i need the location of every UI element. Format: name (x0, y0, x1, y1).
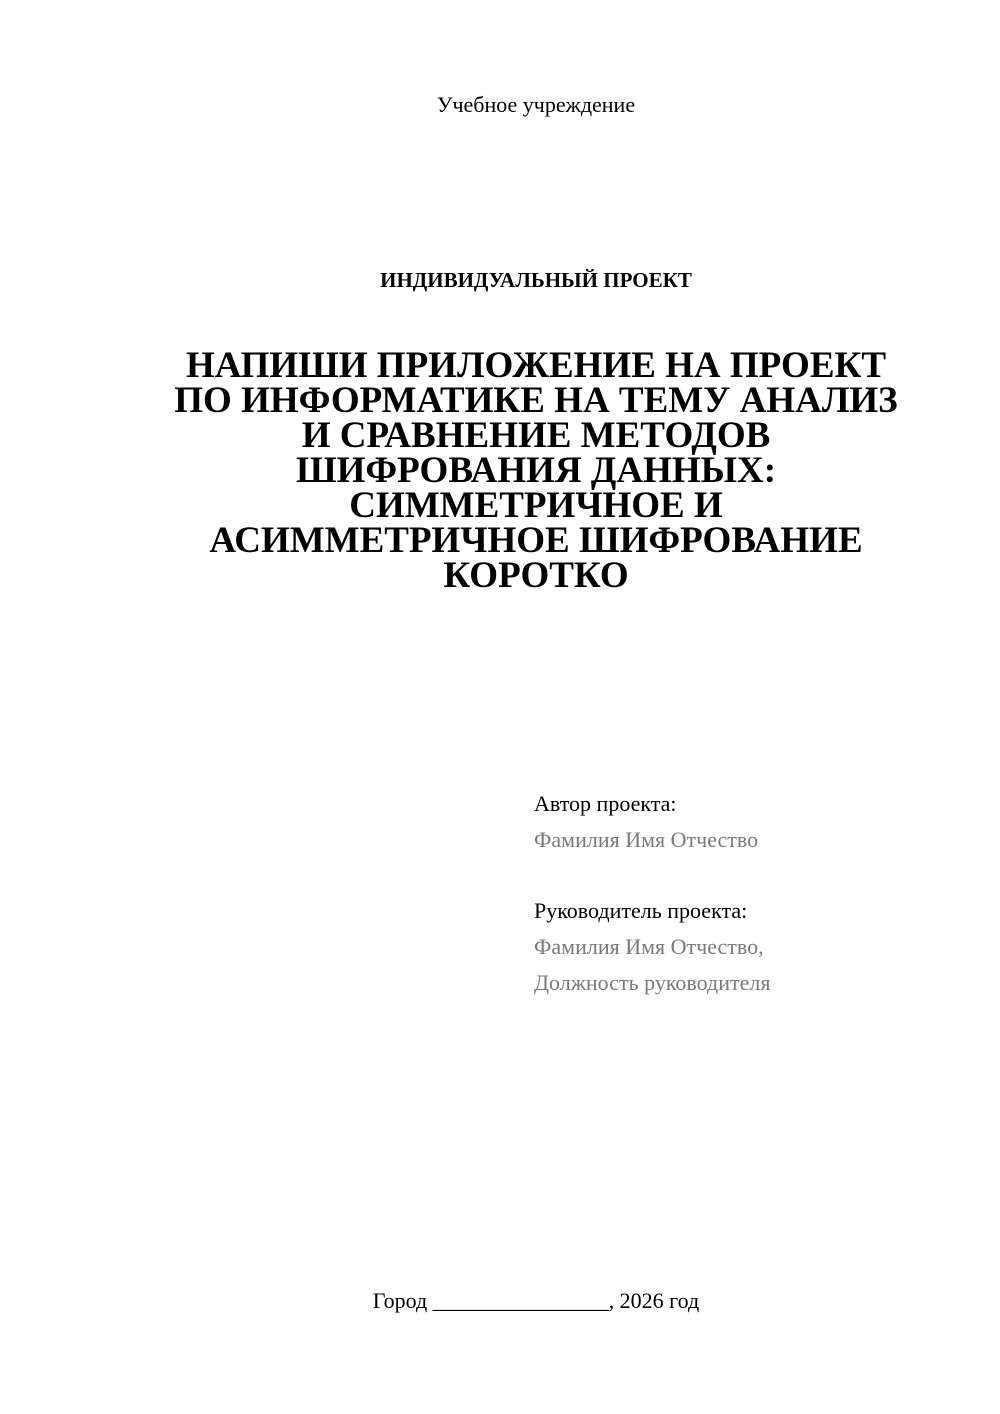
author-label: Автор проекта: (534, 791, 677, 816)
supervisor-position: Должность руководителя (534, 970, 771, 995)
project-title (140, 345, 932, 596)
title-line: ШИФРОВАНИЯ ДАННЫХ: (295, 450, 777, 491)
author-name: Фамилия Имя Отчество (534, 827, 759, 852)
title-line: КОРОТКО (443, 555, 629, 596)
city-year-line: Город ________________, 2026 год (372, 1288, 700, 1313)
title-line: НАПИШИ ПРИЛОЖЕНИЕ НА ПРОЕКТ (185, 345, 887, 386)
institution-name: Учебное учреждение (436, 92, 636, 117)
supervisor-name: Фамилия Имя Отчество, (534, 934, 764, 959)
author-block (534, 786, 974, 858)
supervisor-block (534, 893, 974, 1001)
title-line: ПО ИНФОРМАТИКЕ НА ТЕМУ АНАЛИЗ (174, 380, 898, 421)
supervisor-label: Руководитель проекта: (534, 898, 748, 923)
title-line: СИММЕТРИЧНОЕ И (349, 485, 723, 526)
title-line: И СРАВНЕНИЕ МЕТОДОВ (301, 415, 771, 456)
document-type: ИНДИВИДУАЛЬНЫЙ ПРОЕКТ (380, 268, 692, 292)
title-line: АСИММЕТРИЧНОЕ ШИФРОВАНИЕ (209, 520, 863, 561)
